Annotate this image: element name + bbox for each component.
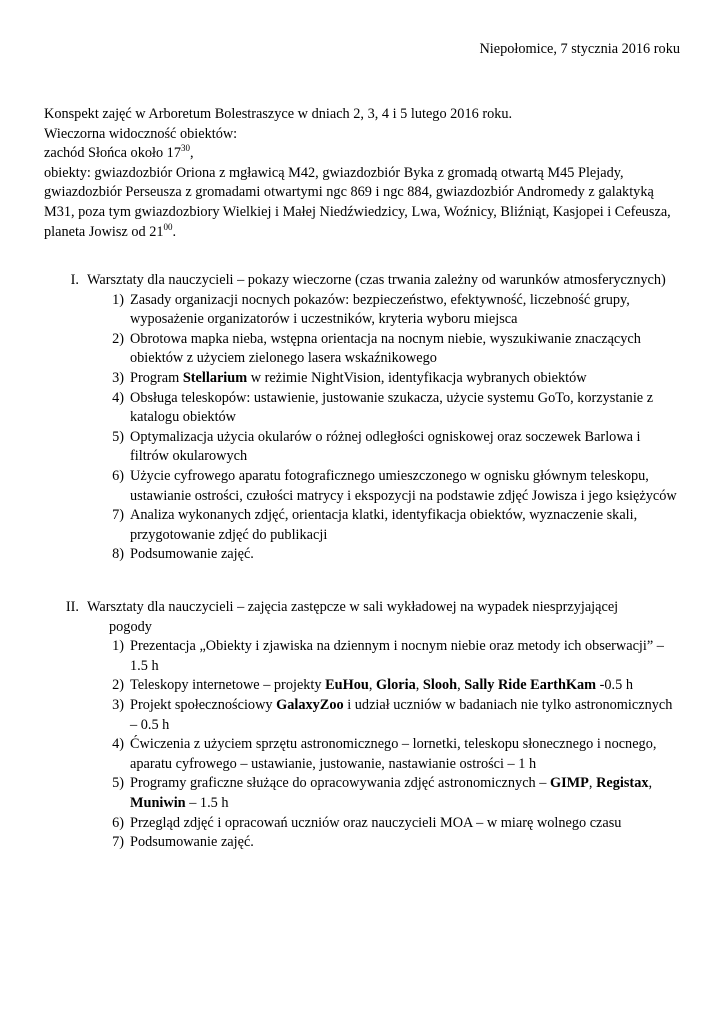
item-text-part: Teleskopy internetowe – projekty xyxy=(130,677,326,694)
item-text: Prezentacja „Obiekty i zjawiska na dziennym i nocnym niebie oraz metody ich obserwacji” – 1.5 h xyxy=(130,638,664,674)
item-text-part: Program xyxy=(130,369,183,386)
item-text: Optymalizacja użycia okularów o różnej odległości ogniskowej oraz soczewek Barlowa i filtrów okularowych xyxy=(130,428,641,465)
list-item xyxy=(44,696,694,735)
item-number: 3) xyxy=(112,369,124,386)
software-name: Stellarium xyxy=(182,369,248,386)
project-name: GalaxyZoo xyxy=(276,696,344,713)
item-number: 5) xyxy=(112,428,124,445)
item-text-part: i udział uczniów w badaniach nie tylko astronomicznych – 0.5 h xyxy=(130,696,673,733)
intro-jupiter xyxy=(44,223,684,243)
item-text: Ćwiczenia z użyciem sprzętu astronomicznego – lornetki, teleskopu słonecznego i nocnego, aparatu cyfrowego – ustawianie, justowanie, nastawianie ostrości – 1 h xyxy=(130,736,657,772)
list-item xyxy=(44,330,694,369)
item-number: 7) xyxy=(112,507,124,524)
intro-objects: obiekty: gwiazdozbiór Oriona z mgławicą M42, gwiazdozbiór Byka z gromadą otwartą M45 Plejady, gwiazdozbiór Perseusza z gromadami otwartymi ngc 869 i ngc 884, gwiazdozbiór Andromedy z galaktyką M31, poza tym gwiazdozbiory Wielkiej i Małej Niedźwiedzicy, Lwa, Woźnicy, Bliźniąt, Kasjopei i Cefeusza, xyxy=(44,164,671,220)
item-number: 6) xyxy=(112,467,124,484)
document-date: Niepołomice, 7 stycznia 2016 roku xyxy=(479,41,680,57)
separator: , xyxy=(415,677,423,694)
section-1-heading xyxy=(44,271,694,291)
section-2-title-line: Warsztaty dla nauczycieli – zajęcia zastępcze w sali wykładowej na wypadek niesprzyjającej xyxy=(87,599,619,615)
list-item xyxy=(44,389,694,428)
item-number: 6) xyxy=(112,814,124,831)
item-number: 2) xyxy=(112,330,124,347)
item-text-part: -0.5 h xyxy=(596,677,634,694)
item-text: Analiza wykonanych zdjęć, orientacja klatki, identyfikacja obiektów, wyznaczenie skali, przygotowanie zdjęć do publikacji xyxy=(130,507,638,543)
jupiter-suffix: . xyxy=(172,223,177,240)
item-text: Podsumowanie zajęć. xyxy=(130,834,254,851)
list-item xyxy=(44,637,694,676)
section-2-title xyxy=(87,598,694,637)
item-number: 1) xyxy=(112,291,124,308)
item-text-part: Programy graficzne służące do opracowywania zdjęć astronomicznych – xyxy=(130,775,550,792)
item-text-part: Projekt społecznościowy xyxy=(130,696,277,713)
item-text: Przegląd zdjęć i opracowań uczniów oraz nauczycieli MOA – w miarę wolnego czasu xyxy=(130,814,622,831)
item-text-part: w reżimie NightVision, identyfikacja wybranych obiektów xyxy=(247,369,587,386)
software-name: Muniwin xyxy=(130,794,186,811)
section-2 xyxy=(44,598,694,853)
separator: , xyxy=(648,775,653,792)
project-name: Slooh xyxy=(422,677,458,694)
list-item xyxy=(44,735,694,774)
list-item xyxy=(44,545,694,565)
list-item xyxy=(44,506,694,545)
item-number: 1) xyxy=(112,638,124,655)
separator: , xyxy=(457,677,465,694)
item-number: 8) xyxy=(112,546,124,563)
item-number: 2) xyxy=(112,677,124,694)
list-item xyxy=(44,291,694,330)
list-item xyxy=(44,428,694,467)
item-text: Obsługa teleskopów: ustawienie, justowanie szukacza, użycie systemu GoTo, korzystanie z katalogu obiektów xyxy=(130,389,654,426)
intro-visibility-heading: Wieczorna widoczność obiektów: xyxy=(44,125,238,142)
item-text: Użycie cyfrowego aparatu fotograficznego umieszczonego w ognisku głównym teleskopu, ustawianie ostrości, czułości matrycy i ekspozycji na podstawie zdjęć Jowisza i jego księżyców xyxy=(130,467,677,504)
project-name: Gloria xyxy=(376,677,416,694)
section-2-number: II. xyxy=(65,599,79,615)
intro-block xyxy=(44,105,684,242)
section-1-number: I. xyxy=(70,272,79,288)
item-number: 4) xyxy=(112,389,124,406)
item-text xyxy=(130,369,694,389)
section-2-heading xyxy=(44,598,694,637)
item-text-part: – 1.5 h xyxy=(185,794,229,811)
item-number: 7) xyxy=(112,834,124,851)
list-item xyxy=(44,676,694,696)
list-item xyxy=(44,467,694,506)
software-name: Registax xyxy=(596,775,649,792)
section-1-title: Warsztaty dla nauczycieli – pokazy wieczorne (czas trwania zależny od warunków atmosferycznych) xyxy=(87,272,666,288)
separator: , xyxy=(368,677,377,694)
project-name: Sally Ride EarthKam xyxy=(464,677,597,694)
sunset-minutes: 30 xyxy=(180,143,190,154)
list-item xyxy=(44,369,694,389)
jupiter-minutes: 00 xyxy=(163,221,173,232)
separator: , xyxy=(588,775,597,792)
intro-title: Konspekt zajęć w Arboretum Bolestraszyce w dniach 2, 3, 4 i 5 lutego 2016 roku. xyxy=(44,106,513,122)
item-text xyxy=(130,774,694,813)
list-item xyxy=(44,814,694,834)
list-item xyxy=(44,774,694,813)
jupiter-text: planeta Jowisz od 21 xyxy=(44,223,164,240)
sunset-text: zachód Słońca około 17 xyxy=(44,145,181,162)
sunset-suffix: , xyxy=(189,145,194,162)
section-1-list xyxy=(44,291,694,565)
intro-sunset xyxy=(44,144,684,164)
list-item xyxy=(44,833,694,853)
software-name: GIMP xyxy=(550,775,589,792)
item-number: 5) xyxy=(112,775,124,792)
item-text: Podsumowanie zajęć. xyxy=(130,546,254,563)
item-text xyxy=(130,696,694,735)
item-text: Zasady organizacji nocnych pokazów: bezpieczeństwo, efektywność, liczebność grupy, wyposażenie organizatorów i uczestników, kryteria wyboru miejsca xyxy=(130,291,630,328)
section-2-list xyxy=(44,637,694,853)
section-2-title-line: pogody xyxy=(109,618,152,635)
section-1 xyxy=(44,271,694,565)
project-name: EuHou xyxy=(325,677,369,694)
item-text xyxy=(130,676,694,696)
item-number: 4) xyxy=(112,736,124,753)
item-text: Obrotowa mapka nieba, wstępna orientacja na nocnym niebie, wyszukiwanie znaczących obiektów z użyciem zielonego lasera wskaźnikowego xyxy=(130,330,641,367)
item-number: 3) xyxy=(112,696,124,713)
